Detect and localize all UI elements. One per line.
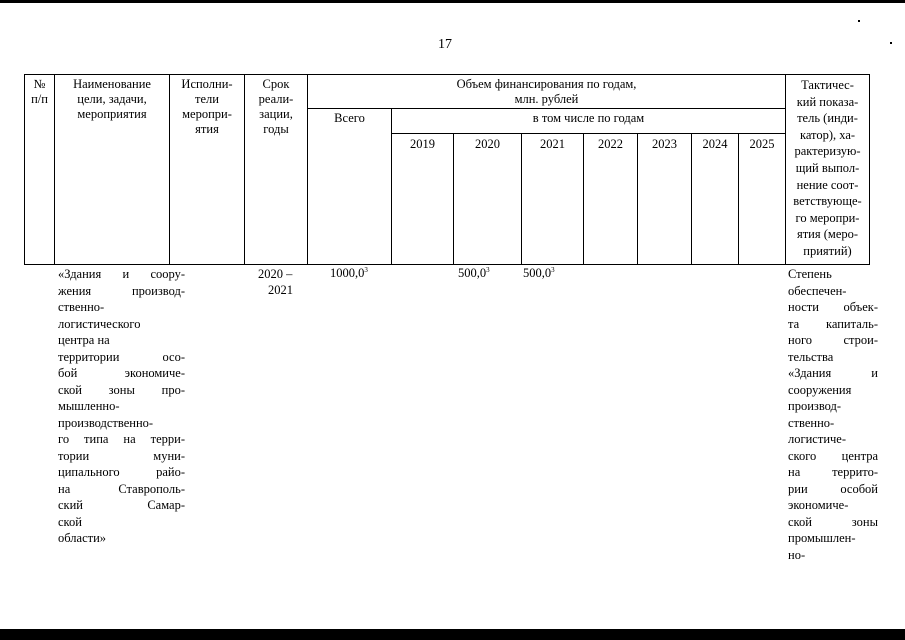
- header-total: Всего: [334, 111, 365, 125]
- row-name-line: центра на: [58, 333, 110, 347]
- header-year-2019: 2019: [410, 137, 435, 151]
- header-year-2023: 2023: [652, 137, 677, 151]
- row-2021-number: 500,0: [523, 266, 552, 280]
- header-indicator: Тактичес- кий показа- тель (инди- катор), ха- рактеризую- щий выпол- нение соот- ветствующе- го меропри- ятия (меро- приятий): [793, 78, 862, 258]
- row-name-text: [58, 266, 185, 547]
- row-indicator-line: ного строи-: [788, 333, 878, 347]
- row-indicator-text: [788, 266, 878, 563]
- row-name-line: на Ставрополь-: [58, 481, 185, 496]
- bottom-border: [0, 629, 905, 640]
- row-indicator-line: та капиталь-: [788, 316, 878, 331]
- row-indicator-line: ности объек-: [788, 300, 878, 314]
- row-2021-value: [523, 266, 555, 281]
- header-name: Наименование цели, задачи, мероприятия: [73, 77, 151, 121]
- row-indicator-line: Степень: [788, 267, 832, 281]
- row-term-line1: 2020 –: [258, 267, 293, 281]
- row-indicator-line: ской зоны: [788, 514, 878, 529]
- row-indicator-line: ского центра: [788, 448, 878, 463]
- row-name-line: производственно-: [58, 415, 154, 430]
- row-indicator-line: сооружения: [788, 382, 852, 397]
- row-total-number: 1000,0: [330, 266, 365, 280]
- row-name-line: области»: [58, 531, 107, 545]
- row-indicator-line: промышлен-: [788, 531, 856, 545]
- header-year-2020: 2020: [475, 137, 500, 151]
- top-border: [0, 0, 905, 3]
- row-total-value: [330, 266, 368, 281]
- row-name-line: мышленно-: [58, 399, 120, 413]
- row-indicator-line: на террито-: [788, 465, 878, 479]
- row-indicator-line: рии особой: [788, 481, 878, 496]
- row-term-line2: 2021: [268, 283, 293, 297]
- row-name-line: тории муни-: [58, 448, 185, 463]
- row-indicator-line: экономиче-: [788, 498, 849, 512]
- row-name-line: ской зоны про-: [58, 382, 185, 397]
- row-name-line: ственно-: [58, 300, 105, 314]
- header-year-2021: 2021: [540, 137, 565, 151]
- header-no: № п/п: [31, 77, 48, 106]
- page-number: 17: [438, 37, 452, 52]
- header-term: Срок реали- зации, годы: [258, 77, 294, 136]
- row-name-line: жения производ-: [58, 283, 185, 298]
- row-name-line: «Здания и соору-: [58, 267, 185, 281]
- row-indicator-line: логистиче-: [788, 432, 847, 446]
- row-name-line: ский Самар-: [58, 498, 185, 512]
- header-year-2022: 2022: [598, 137, 623, 151]
- row-2020-footnote: 3: [486, 266, 490, 274]
- row-name-line: логистического: [58, 316, 141, 331]
- row-indicator-line: ственно-: [788, 415, 835, 430]
- row-name-line: ской: [58, 514, 82, 529]
- header-year-2024: 2024: [702, 137, 728, 151]
- header-executors: Исполни- тели меропри- ятия: [181, 77, 233, 136]
- row-name-line: территории осо-: [58, 349, 185, 364]
- row-2020-number: 500,0: [458, 266, 487, 280]
- row-name-line: го типа на терри-: [58, 432, 185, 446]
- header-year-2025: 2025: [749, 137, 775, 151]
- scan-speck: [858, 20, 860, 22]
- row-indicator-line: производ-: [788, 399, 842, 413]
- header-financing: Объем финансирования по годам, млн. рублей: [456, 77, 637, 106]
- row-indicator-line: тельства: [788, 349, 834, 364]
- row-indicator-line: но-: [788, 547, 806, 562]
- row-2021-footnote: 3: [551, 266, 555, 274]
- row-indicator-line: «Здания и: [788, 366, 878, 380]
- row-2020-value: [458, 266, 490, 281]
- row-name-line: ципального райо-: [58, 465, 185, 479]
- row-name-line: бой экономиче-: [58, 366, 185, 380]
- header-by-years: в том числе по годам: [532, 111, 645, 125]
- row-indicator-line: обеспечен-: [788, 283, 847, 298]
- row-total-footnote: 3: [364, 266, 368, 274]
- scan-speck: [890, 42, 892, 44]
